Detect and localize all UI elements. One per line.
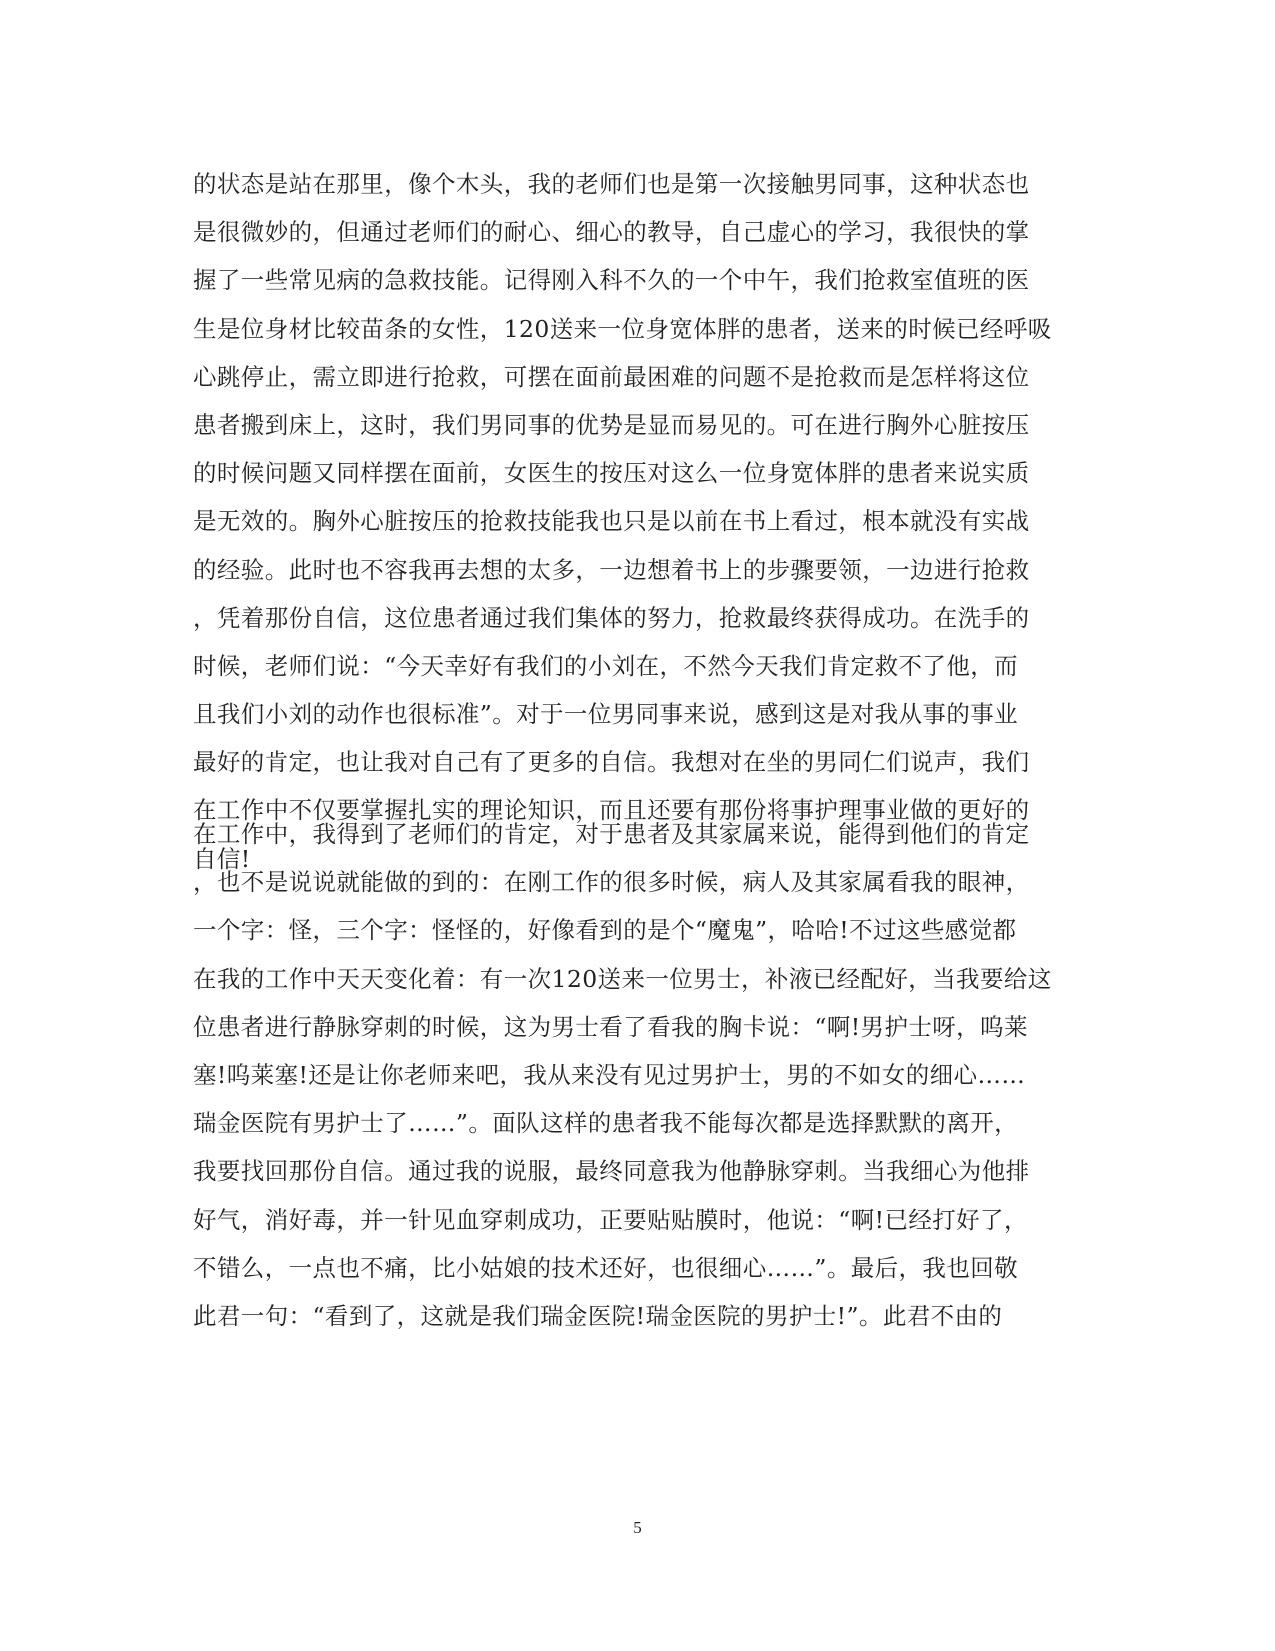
text-line: 塞!呜莱塞!还是让你老师来吧，我从来没有见过男护士，男的不如女的细心…… [193, 1060, 1026, 1089]
text-line: 握了一些常见病的急救技能。记得刚入科不久的一个中午，我们抢救室值班的医 [193, 266, 1030, 295]
text-line: 在我的工作中天天变化着：有一次120送来一位男士，补液已经配好，当我要给这 [193, 964, 1052, 993]
text-line: 生是位身材比较苗条的女性，120送来一位身宽体胖的患者，送来的时候已经呼吸 [193, 314, 1052, 343]
text-line: 瑞金医院有男护士了……”。面队这样的患者我不能每次都是选择默默的离开， [193, 1109, 1019, 1138]
text-line: 自信! [193, 844, 251, 873]
text-line: ，也不是说说就能做的到的：在刚工作的很多时候，病人及其家属看我的眼神， [193, 868, 1030, 897]
text-line: 位患者进行静脉穿刺的时候，这为男士看了看我的胸卡说：“啊!男护士呀，呜莱 [193, 1012, 1028, 1041]
text-line: 不错么，一点也不痛，比小姑娘的技术还好，也很细心……”。最后，我也回敬 [193, 1253, 1019, 1282]
paragraph-2 [193, 810, 1083, 1340]
text-line: 此君一句：“看到了，这就是我们瑞金医院!瑞金医院的男护士!”。此君不由的 [193, 1301, 1003, 1330]
text-line: ，凭着那份自信，这位患者通过我们集体的努力，抢救最终获得成功。在洗手的 [193, 603, 1030, 632]
text-line: 好气，消好毒，并一针见血穿刺成功，正要贴贴膜时，他说：“啊!已经打好了， [193, 1205, 1028, 1234]
paragraph-1 [193, 160, 1083, 883]
text-line: 的时候问题又同样摆在面前，女医生的按压对这么一位身宽体胖的患者来说实质 [193, 459, 1030, 488]
text-line: 的经验。此时也不容我再去想的太多，一边想着书上的步骤要领，一边进行抢救 [193, 555, 1030, 584]
text-line: 在工作中不仅要掌握扎实的理论知识，而且还要有那份将事护理事业做的更好的 [193, 796, 1030, 825]
text-line: 且我们小刘的动作也很标准”。对于一位男同事来说，感到这是对我从事的事业 [193, 700, 1019, 729]
text-line: 是很微妙的，但通过老师们的耐心、细心的教导，自己虚心的学习，我很快的掌 [193, 218, 1030, 247]
text-line: 在工作中，我得到了老师们的肯定，对于患者及其家属来说，能得到他们的肯定 [193, 820, 1030, 848]
text-line: 的状态是站在那里，像个木头，我的老师们也是第一次接触男同事，这种状态也 [193, 170, 1030, 198]
text-line: 一个字：怪，三个字：怪怪的，好像看到的是个“魔鬼”，哈哈!不过这些感觉都 [193, 916, 1017, 945]
text-line: 心跳停止，需立即进行抢救，可摆在面前最困难的问题不是抢救而是怎样将这位 [193, 362, 1030, 391]
text-line: 最好的肯定，也让我对自己有了更多的自信。我想对在坐的男同仁们说声，我们 [193, 748, 1030, 777]
page-number: 5 [633, 1518, 642, 1537]
text-line: 是无效的。胸外心脏按压的抢救技能我也只是以前在书上看过，根本就没有实战 [193, 507, 1030, 536]
text-line: 患者搬到床上，这时，我们男同事的优势是显而易见的。可在进行胸外心脏按压 [193, 410, 1030, 439]
text-line: 时候，老师们说：“今天幸好有我们的小刘在，不然今天我们肯定救不了他，而 [193, 651, 1019, 680]
text-line: 我要找回那份自信。通过我的说服，最终同意我为他静脉穿刺。当我细心为他排 [193, 1157, 1030, 1186]
